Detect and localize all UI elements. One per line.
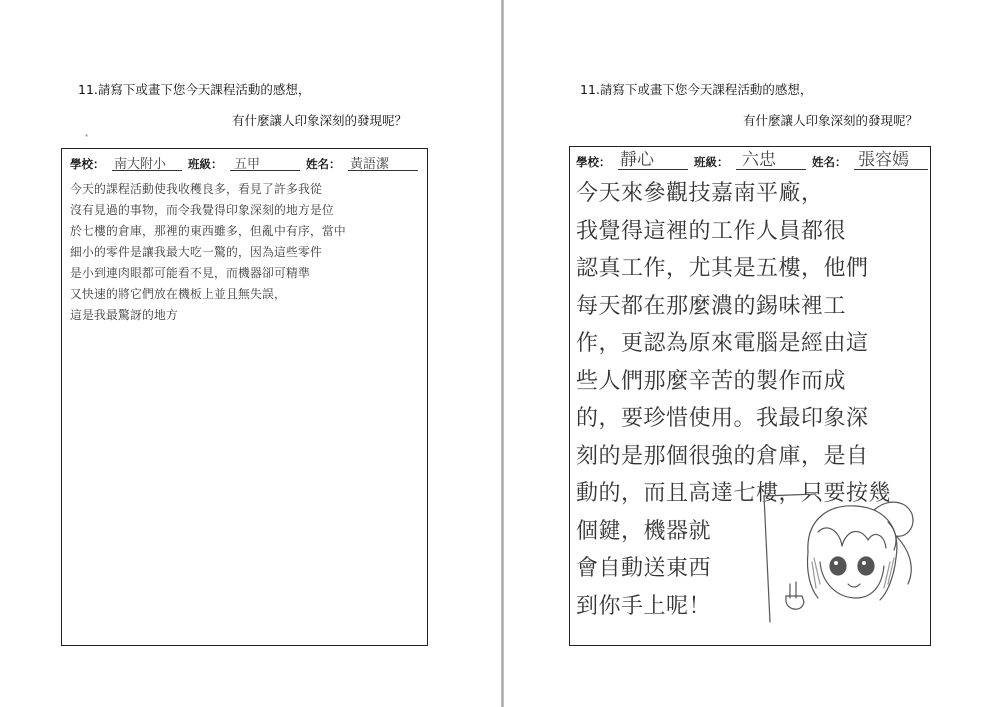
essay-line: 又快速的將它們放在機板上並且無失誤， [70, 287, 286, 301]
name-value: 張容嫣 [858, 150, 909, 170]
page-spine [501, 0, 504, 707]
question-line-1: 11.請寫下或畫下您今天課程活動的感想， [78, 82, 311, 97]
question-line-2: 有什麼讓人印象深刻的發現呢？ [743, 113, 919, 128]
class-label: 班級： [188, 157, 223, 171]
school-value: 南大附小 [114, 157, 167, 172]
essay-line: 的，要珍惜使用。我最印象深 [576, 406, 869, 431]
name-label: 姓名： [812, 155, 847, 169]
name-underline [854, 169, 928, 170]
essay-line: 今天的課程活動使我收穫良多，看見了許多我從 [70, 182, 322, 196]
school-label: 學校： [576, 155, 611, 169]
girl-doodle-sketch [756, 492, 926, 627]
school-underline [618, 169, 688, 170]
response-card [61, 148, 428, 646]
essay-line: 每天都在那麼濃的錫味裡工 [576, 293, 847, 319]
class-value: 六忠 [742, 150, 776, 170]
school-label: 學校： [70, 157, 105, 171]
class-underline [736, 169, 806, 170]
essay-line: 作，更認為原來電腦是經由這 [576, 331, 869, 356]
question-line-1: 11.請寫下或畫下您今天課程活動的感想， [580, 82, 813, 97]
essay-line: 到你手上呢！ [576, 593, 712, 619]
essay-line: 細小的零件是讓我最大吃一驚的，因為這些零件 [70, 245, 322, 259]
essay-line: 於七樓的倉庫，那裡的東西雖多，但亂中有序，當中 [70, 224, 346, 238]
essay-line: 沒有見過的事物，而令我覺得印象深刻的地方是位 [70, 203, 334, 217]
school-value: 靜心 [620, 150, 654, 170]
essay-line: 動的，而且高達七樓，只要按幾 [576, 481, 892, 506]
right-page [505, 0, 1000, 707]
essay-line: 這是我最驚訝的地方 [70, 308, 178, 322]
essay-line: 刻的是那個很強的倉庫，是自 [576, 443, 869, 469]
school-underline [112, 170, 182, 171]
essay-line: 我覺得這裡的工作人員都很 [576, 218, 847, 244]
essay-line: 個鍵，機器就 [576, 518, 712, 544]
class-value: 五甲 [234, 157, 261, 172]
essay-line: 會自動送東西 [576, 556, 712, 581]
name-label: 姓名： [306, 157, 341, 171]
essay-line: 認真工作，尤其是五樓，他們 [576, 256, 869, 281]
essay-line: 是小到連肉眼都可能看不見，而機器卻可精準 [70, 266, 310, 280]
student-info-row [62, 149, 427, 175]
class-underline [230, 170, 300, 171]
response-card [569, 146, 931, 646]
class-label: 班級： [694, 155, 729, 169]
question-line-2: 有什麼讓人印象深刻的發現呢？ [232, 113, 408, 128]
name-value: 黃語潔 [350, 157, 390, 172]
essay-line: 些人們那麼辛苦的製作而成 [576, 368, 847, 394]
name-underline [348, 170, 418, 171]
student-info-row [570, 147, 930, 173]
pencil-dot: · [84, 126, 90, 145]
essay-line: 今天來參觀技嘉南平廠， [576, 181, 824, 206]
essay-text [70, 179, 420, 326]
